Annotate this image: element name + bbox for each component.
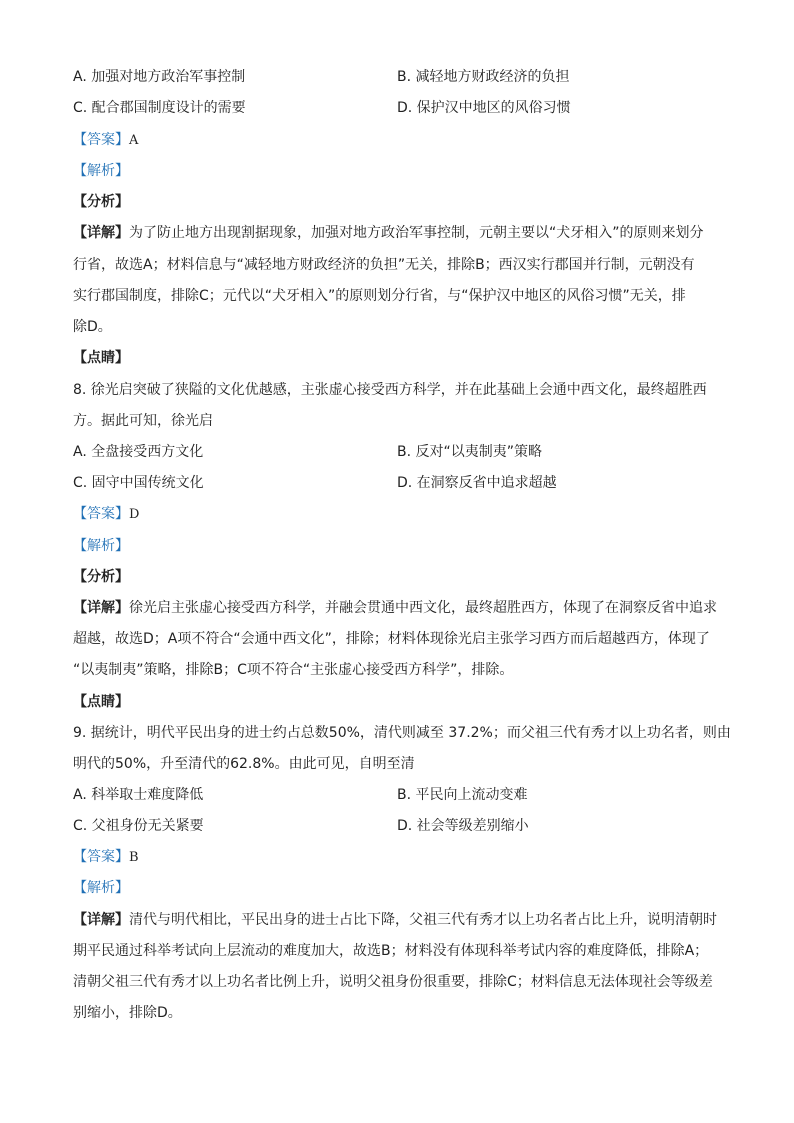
q7-detail-line-4: 除D。 (73, 319, 112, 335)
answer-value: A (129, 133, 139, 148)
q8-detail-line-1 (73, 598, 717, 618)
detail-text: 为了防止地方出现割据现象，加强对地方政治军事控制，元朝主要以“犬牙相入”的原则来划分 (129, 225, 704, 241)
q9-stem-line-1: 9. 据统计，明代平民出身的进士约占总数50%，清代则减至 37.2%；而父祖三代有秀才以上功名者，则由 (73, 725, 731, 741)
q9-detail-line-1 (73, 910, 717, 930)
q7-option-a: A. 加强对地方政治军事控制 (73, 69, 246, 85)
q7-detail-line-1 (73, 223, 704, 243)
q9-option-d: D. 社会等级差别缩小 (397, 818, 529, 834)
q9-detail-line-4: 别缩小，排除D。 (73, 1005, 182, 1021)
q8-stem-line-1: 8. 徐光启突破了狭隘的文化优越感，主张虚心接受西方科学，并在此基础上会通中西文化，最终超胜西 (73, 382, 707, 398)
q7-jiexi-tag: 【解析】 (73, 163, 129, 179)
q8-detail-line-3: “以夷制夷”策略，排除B；C项不符合“主张虚心接受西方科学”，排除。 (73, 662, 514, 678)
q7-dianjing-heading: 【点睛】 (73, 350, 129, 366)
q9-stem-line-2: 明代的50%，升至清代的62.8%。由此可见，自明至清 (73, 756, 415, 772)
q9-option-a: A. 科举取士难度降低 (73, 787, 204, 803)
q8-jiexi-tag: 【解析】 (73, 538, 129, 554)
q8-stem-line-2: 方。据此可知，徐光启 (73, 413, 213, 429)
answer-tag: 【答案】 (73, 132, 129, 148)
detail-tag: 【详解】 (73, 225, 129, 241)
q8-answer (73, 504, 139, 524)
detail-text: 清代与明代相比，平民出身的进士占比下降，父祖三代有秀才以上功名者占比上升，说明清朝时 (129, 912, 717, 928)
q8-option-a: A. 全盘接受西方文化 (73, 444, 204, 460)
q7-option-c: C. 配合郡国制度设计的需要 (73, 100, 246, 116)
detail-tag: 【详解】 (73, 912, 129, 928)
q7-answer (73, 130, 138, 150)
answer-value: D (129, 507, 140, 522)
q9-detail-line-2: 期平民通过科举考试向上层流动的难度加大，故选B；材料没有体现科举考试内容的难度降低，排除A； (73, 943, 709, 959)
answer-tag: 【答案】 (73, 849, 129, 865)
q9-jiexi-tag: 【解析】 (73, 880, 129, 896)
q9-answer (73, 847, 139, 867)
q9-option-b: B. 平民向上流动变难 (397, 787, 528, 803)
q8-option-c: C. 固守中国传统文化 (73, 475, 204, 491)
answer-value: B (129, 850, 139, 865)
q8-detail-line-2: 超越，故选D；A项不符合“会通中西文化”，排除；材料体现徐光启主张学习西方而后超越西方，体现了 (73, 631, 710, 647)
q7-option-d: D. 保护汉中地区的风俗习惯 (397, 100, 571, 116)
q8-option-d: D. 在洞察反省中追求超越 (397, 475, 557, 491)
detail-tag: 【详解】 (73, 600, 129, 616)
q7-detail-line-3: 实行郡国制度，排除C；元代以“犬牙相入”的原则划分行省，与“保护汉中地区的风俗习惯”无关，排 (73, 288, 686, 304)
q7-fenxi-heading: 【分析】 (73, 194, 129, 210)
q9-option-c: C. 父祖身份无关紧要 (73, 818, 204, 834)
q8-fenxi-heading: 【分析】 (73, 569, 129, 585)
q8-option-b: B. 反对“以夷制夷”策略 (397, 444, 543, 460)
q7-detail-line-2: 行省，故选A；材料信息与“减轻地方财政经济的负担”无关，排除B；西汉实行郡国并行制，元朝没有 (73, 257, 695, 273)
detail-text: 徐光启主张虚心接受西方科学，并融会贯通中西文化，最终超胜西方，体现了在洞察反省中追求 (129, 600, 717, 616)
q9-detail-line-3: 清朝父祖三代有秀才以上功名者比例上升，说明父祖身份很重要，排除C；材料信息无法体现社会等级差 (73, 974, 713, 990)
q8-dianjing-heading: 【点睛】 (73, 694, 129, 710)
q7-option-b: B. 减轻地方财政经济的负担 (397, 69, 570, 85)
answer-tag: 【答案】 (73, 506, 129, 522)
